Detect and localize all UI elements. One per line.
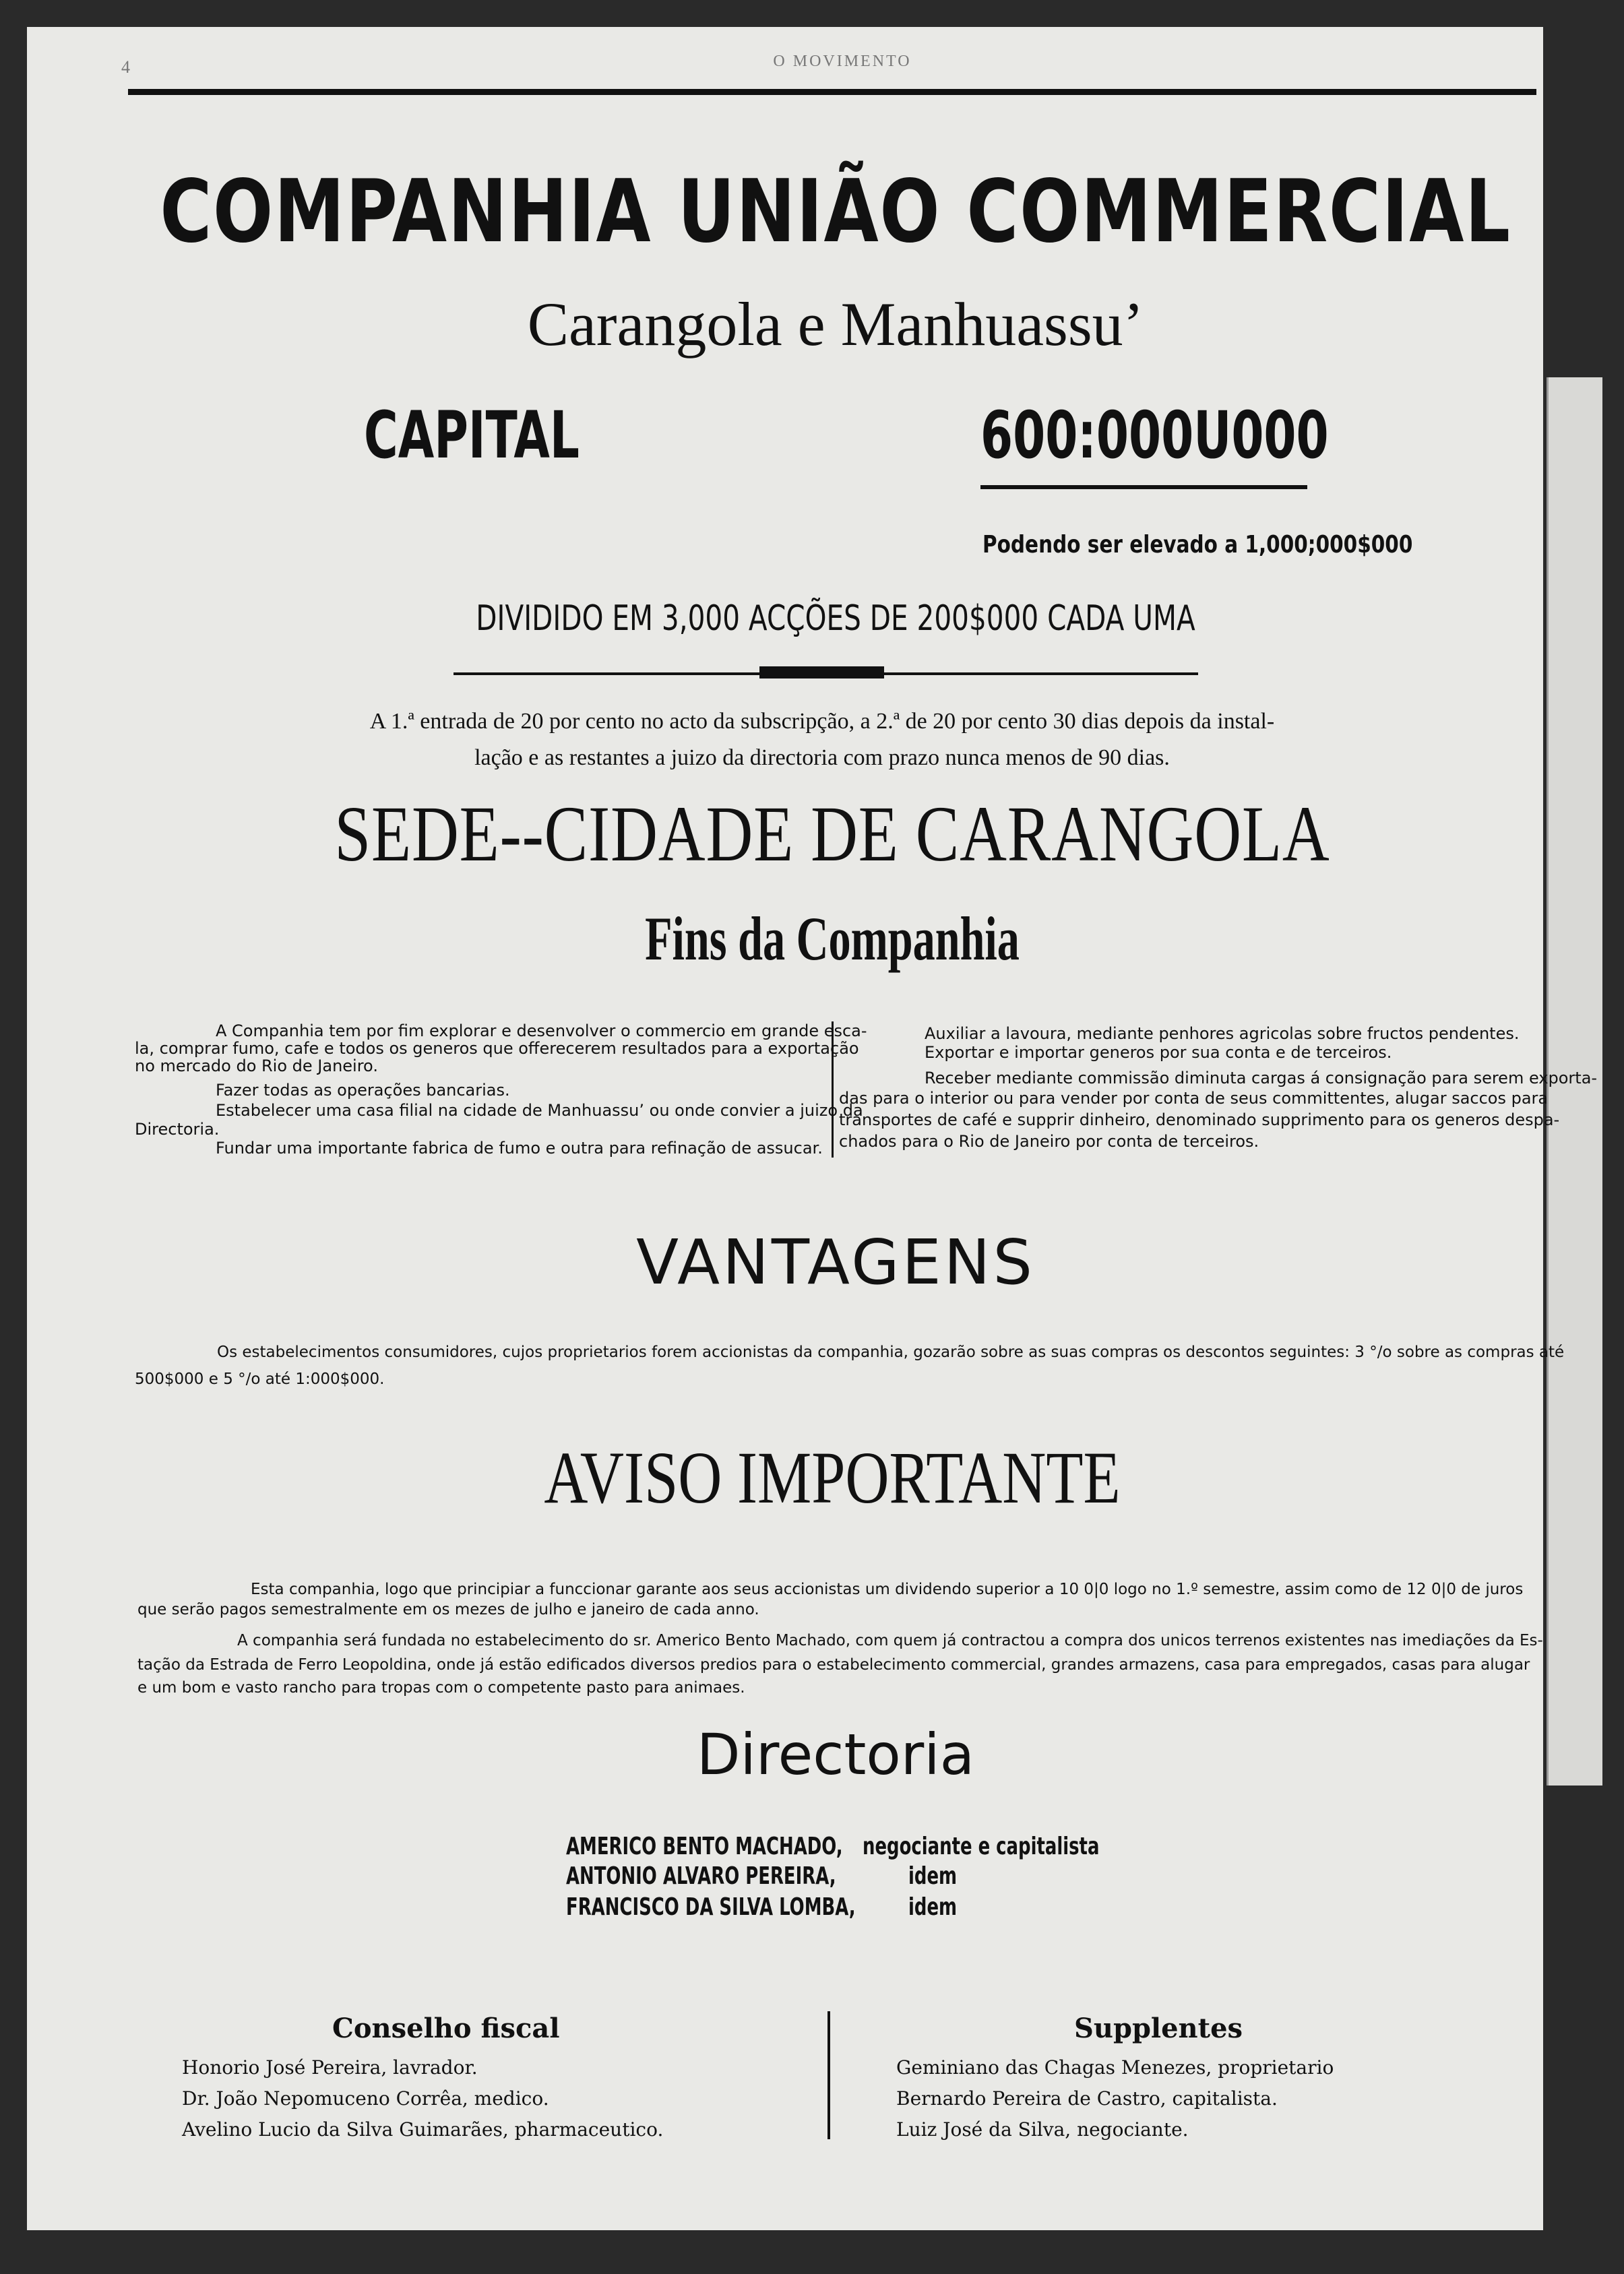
- capital-note: Podendo ser elevado a 1,000;000$000: [982, 531, 1413, 559]
- fins-left-line: Estabelecer uma casa filial na cidade de Manhuassu’ ou onde convier a juizo da: [216, 1101, 863, 1120]
- capital-value: 600:000U000: [980, 398, 1329, 473]
- fins-right-line: transportes de café e supprir dinheiro, denominado supprimento para os generos despa-: [839, 1110, 1560, 1129]
- ornamental-rule-bar: [759, 666, 884, 678]
- sede-heading: SEDE--CIDADE DE CARANGOLA: [334, 790, 1330, 878]
- aviso-line: A companhia será fundada no estabelecimento do sr. Americo Bento Machado, com quem já contractou a compra dos unicos terrenos existentes nas imediações da Es-: [237, 1632, 1543, 1649]
- vantagens-line-1: Os estabelecimentos consumidores, cujos proprietarios forem accionistas da companhia, gozarão sobre as suas compras os descontos seguintes: 3 °/o sobre as compras até: [217, 1344, 1565, 1361]
- fins-left-line: A Companhia tem por fim explorar e desenvolver o commercio em grande esca-: [216, 1021, 867, 1040]
- fins-right-line: Auxiliar a lavoura, mediante penhores agricolas sobre fructos pendentes.: [925, 1024, 1520, 1043]
- supplentes-heading: Supplentes: [1074, 2013, 1243, 2044]
- fins-left-line: Fazer todas as operações bancarias.: [216, 1081, 510, 1100]
- fins-right-line: das para o interior ou para vender por conta de seus committentes, alugar saccos para: [839, 1089, 1549, 1108]
- aviso-line: que serão pagos semestralmente em os mezes de julho e janeiro de cada anno.: [137, 1601, 759, 1618]
- conselho-member: Avelino Lucio da Silva Guimarães, pharmaceutico.: [182, 2118, 664, 2141]
- capital-label: CAPITAL: [364, 398, 580, 473]
- fins-right-line: Receber mediante commissão diminuta cargas á consignação para serem exporta-: [925, 1069, 1598, 1087]
- director-name: AMERICO BENTO MACHADO,: [566, 1833, 843, 1860]
- director-role: idem: [908, 1893, 958, 1921]
- director-role: negociante e capitalista: [863, 1833, 1100, 1860]
- fins-left-line: no mercado do Rio de Janeiro.: [135, 1056, 378, 1075]
- supplentes-member: Luiz José da Silva, negociante.: [896, 2118, 1189, 2141]
- conselho-member: Dr. João Nepomuceno Corrêa, medico.: [182, 2087, 549, 2110]
- conselho-heading: Conselho fiscal: [332, 2013, 560, 2044]
- fins-right-line: chados para o Rio de Janeiro por conta de terceiros.: [839, 1132, 1259, 1151]
- conselho-member: Honorio José Pereira, lavrador.: [182, 2056, 478, 2079]
- supplentes-member: Geminiano das Chagas Menezes, proprietario: [896, 2056, 1334, 2079]
- fins-left-line: Fundar uma importante fabrica de fumo e outra para refinação de assucar.: [216, 1139, 823, 1158]
- capital-underline: [980, 485, 1307, 489]
- director-name: FRANCISCO DA SILVA LOMBA,: [566, 1893, 856, 1921]
- aviso-heading: AVISO IMPORTANTE: [544, 1436, 1121, 1519]
- directoria-heading: Directoria: [696, 1722, 975, 1788]
- running-head-title: O MOVIMENTO: [773, 53, 912, 70]
- aviso-line: Esta companhia, logo que principiar a funccionar garante aos seus accionistas um dividendo superior a 10 0|0 logo no 1.º semestre, assim como de 12 0|0 de juros: [251, 1581, 1524, 1598]
- fins-column-divider: [832, 1021, 834, 1158]
- page-number: 4: [121, 57, 130, 77]
- company-subtitle: Carangola e Manhuassu’: [527, 290, 1144, 358]
- entrada-line-2: lação e as restantes a juizo da directoria com prazo nunca menos de 90 dias.: [474, 745, 1170, 770]
- director-role: idem: [908, 1862, 958, 1890]
- company-title: COMPANHIA UNIÃO COMMERCIAL: [160, 162, 1511, 262]
- header-rule: [128, 89, 1536, 95]
- director-name: ANTONIO ALVARO PEREIRA,: [566, 1862, 836, 1890]
- fins-heading: Fins da Companhia: [645, 904, 1020, 973]
- aviso-line: tação da Estrada de Ferro Leopoldina, onde já estão edificados diversos predios para o estabelecimento commercial, grandes armazens, casa para empregados, casas para alugar: [137, 1656, 1530, 1674]
- vantagens-line-2: 500$000 e 5 °/o até 1:000$000.: [135, 1370, 385, 1388]
- fins-left-line: Directoria.: [135, 1120, 220, 1139]
- fins-left-line: la, comprar fumo, cafe e todos os generos que offerecerem resultados para a exportação: [135, 1039, 859, 1058]
- supplentes-member: Bernardo Pereira de Castro, capitalista.: [896, 2087, 1278, 2110]
- aviso-line: e um bom e vasto rancho para tropas com o competente pasto para animaes.: [137, 1679, 745, 1697]
- fins-right-line: Exportar e importar generos por sua conta e de terceiros.: [925, 1043, 1392, 1062]
- entrada-line-1: A 1.ª entrada de 20 por cento no acto da subscripção, a 2.ª de 20 por cento 30 dias depois da instal-: [369, 709, 1275, 734]
- shares-statement: DIVIDIDO EM 3,000 ACÇÕES DE 200$000 CADA UMA: [476, 598, 1195, 639]
- vantagens-heading: VANTAGENS: [636, 1226, 1035, 1298]
- bottom-column-divider: [827, 2011, 830, 2139]
